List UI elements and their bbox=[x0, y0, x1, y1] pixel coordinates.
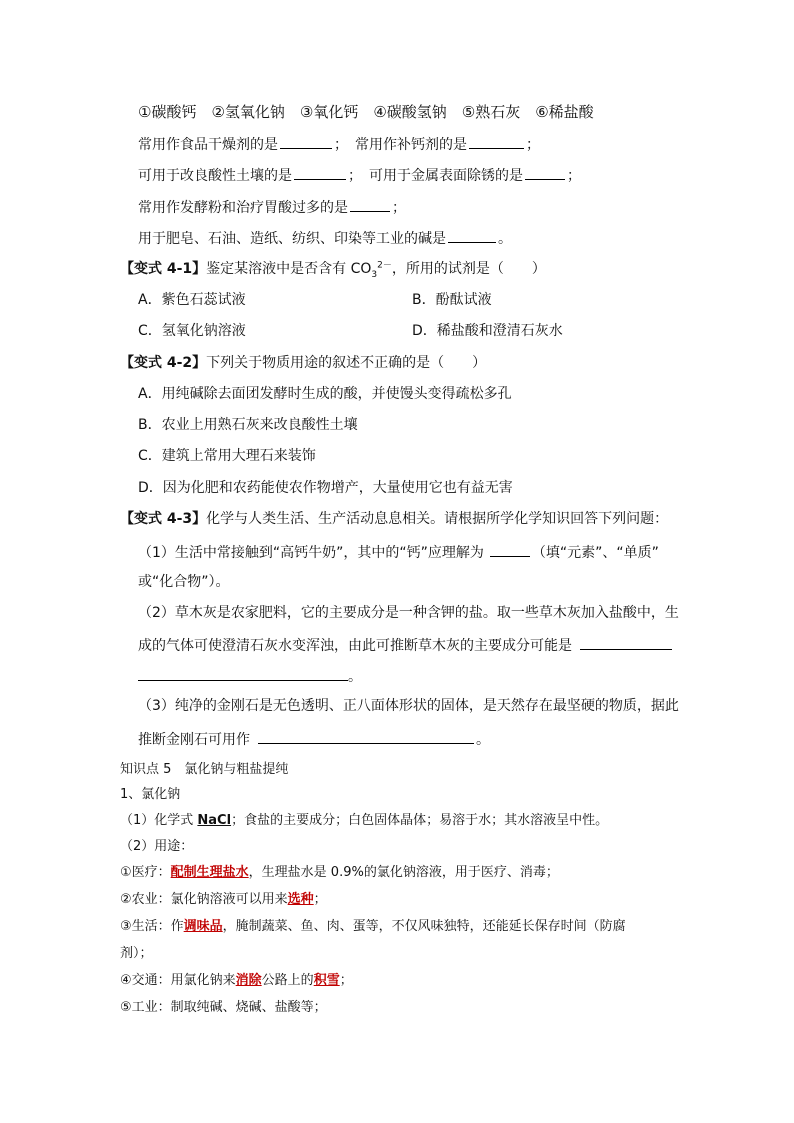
part-2-line-2: 成的气体可使澄清石灰水变浑浊，由此可推断草木灰的主要成分可能是 bbox=[138, 635, 674, 655]
answer-blank[interactable] bbox=[138, 666, 348, 681]
option-c[interactable]: C．氢氧化钠溶液 bbox=[138, 323, 246, 339]
use-medical: ①医疗：配制生理盐水，生理盐水是 0.9%的氯化钠溶液，用于医疗、消毒； bbox=[120, 865, 559, 880]
answer-blank[interactable] bbox=[448, 228, 496, 243]
use-transport: ④交通：用氯化钠来消除公路上的积雪； bbox=[120, 973, 353, 988]
section-heading: 1、氯化钠 bbox=[120, 787, 181, 802]
question-line-1: 常用作食品干燥剂的是 ； 常用作补钙剂的是 ； bbox=[138, 134, 540, 154]
part-3-line-1: （3）纯净的金刚石是无色透明、正八面体形状的固体，是天然存在最坚硬的物质，据此 bbox=[138, 698, 679, 714]
use-daily-life-cont: 剂）； bbox=[120, 946, 153, 961]
part-1-line-1: （1）生活中常接触到“高钙牛奶”，其中的“钙”应理解为 （填“元素”、“单质” bbox=[138, 542, 659, 562]
use-industry: ⑤工业：制取纯碱、烧碱、盐酸等； bbox=[120, 1000, 327, 1015]
section-title: 知识点 5 氯化钠与粗盐提纯 bbox=[120, 762, 289, 777]
question-line-2: 可用于改良酸性土壤的是 ； 可用于金属表面除锈的是 ； bbox=[138, 165, 581, 185]
option-d[interactable]: D．因为化肥和农药能使农作物增产，大量使用它也有益无害 bbox=[138, 480, 513, 496]
use-agriculture: ②农业：氯化钠溶液可以用来选种； bbox=[120, 892, 327, 907]
option-d[interactable]: D．稀盐酸和澄清石灰水 bbox=[412, 323, 563, 339]
part-1-line-2: 或“化合物”）。 bbox=[138, 574, 230, 590]
question-line-4: 用于肥皂、石油、造纸、纺织、印染等工业的碱是 。 bbox=[138, 228, 512, 248]
answer-blank[interactable] bbox=[469, 134, 524, 149]
option-a[interactable]: A．用纯碱除去面团发酵时生成的酸，并使馒头变得疏松多孔 bbox=[138, 386, 512, 402]
answer-blank[interactable] bbox=[280, 134, 332, 149]
part-2-line-3: 。 bbox=[138, 666, 362, 686]
use-daily-life: ③生活：作调味品，腌制蔬菜、鱼、肉、蛋等，不仅风味独特，还能延长保存时间（防腐 bbox=[120, 919, 626, 934]
answer-blank[interactable] bbox=[525, 165, 565, 180]
variant-4-3-stem: 【变式 4-3】化学与人类生活、生产活动息息相关。请根据所学化学知识回答下列问题： bbox=[120, 511, 669, 527]
answer-blank[interactable] bbox=[294, 165, 346, 180]
answer-blank[interactable] bbox=[350, 197, 390, 212]
part-2-line-1: （2）草木灰是农家肥料，它的主要成分是一种含钾的盐。取一些草木灰加入盐酸中，生 bbox=[138, 605, 679, 621]
answer-blank[interactable] bbox=[580, 635, 672, 650]
option-b[interactable]: B．农业上用熟石灰来改良酸性土壤 bbox=[138, 417, 358, 433]
uses-heading: （2）用途： bbox=[120, 839, 194, 854]
answer-blank[interactable] bbox=[258, 729, 474, 744]
option-c[interactable]: C．建筑上常用大理石来装饰 bbox=[138, 448, 316, 464]
part-3-line-2: 推断金刚石可用作 。 bbox=[138, 729, 490, 749]
options-line: ①碳酸钙 ②氢氧化钠 ③氧化钙 ④碳酸氢钠 ⑤熟石灰 ⑥稀盐酸 bbox=[138, 103, 594, 121]
nacl-property-line: （1）化学式 NaCl；食盐的主要成分；白色固体晶体；易溶于水；其水溶液呈中性。 bbox=[120, 813, 609, 828]
answer-blank[interactable] bbox=[490, 542, 530, 557]
question-line-3: 常用作发酵粉和治疗胃酸过多的是 ； bbox=[138, 197, 406, 217]
variant-4-1-stem: 【变式 4-1】鉴定某溶液中是否含有 $CO_3^{2-}$，所用的试剂是（ ） bbox=[120, 260, 546, 280]
nacl-formula: NaCl bbox=[197, 813, 232, 828]
option-b[interactable]: B．酚酞试液 bbox=[412, 292, 492, 308]
option-a[interactable]: A．紫色石蕊试液 bbox=[138, 292, 246, 308]
variant-4-2-stem: 【变式 4-2】下列关于物质用途的叙述不正确的是（ ） bbox=[120, 355, 487, 371]
